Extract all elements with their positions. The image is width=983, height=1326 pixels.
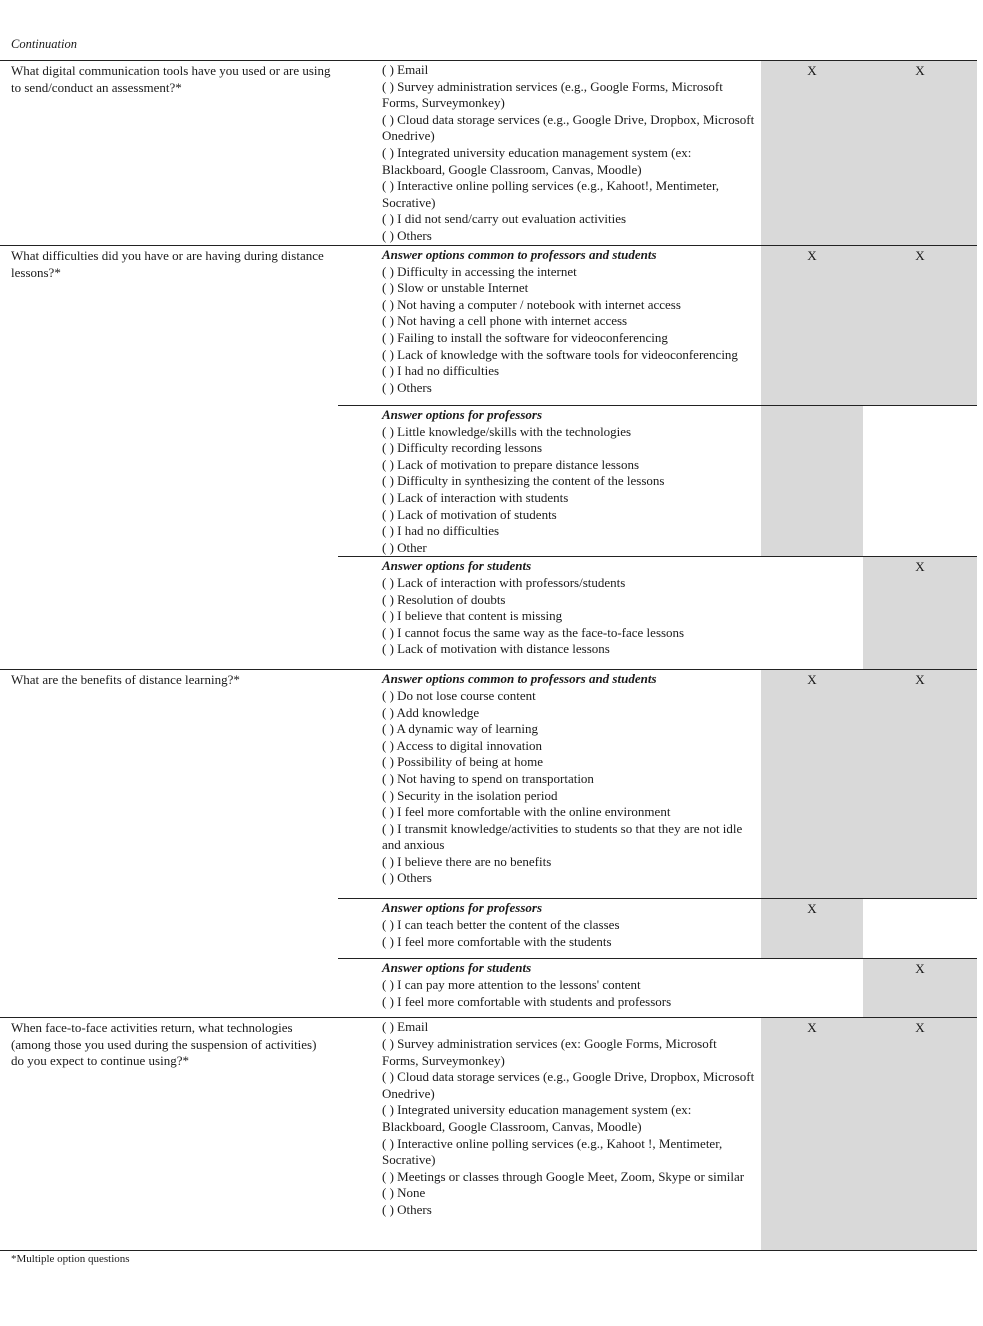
answer-block	[338, 246, 977, 405]
answer-option: ( ) I believe there are no benefits	[382, 853, 552, 869]
student-column-mark: X	[863, 959, 977, 1017]
answer-option: ( ) Not having to spend on transportation	[382, 770, 594, 786]
student-column-mark: X	[863, 246, 977, 405]
answer-option: ( ) Resolution of doubts	[382, 591, 506, 607]
professor-column-mark: X	[761, 670, 863, 898]
table-row	[0, 245, 977, 669]
answer-option: ( ) Meetings or classes through Google Meet, Zoom, Skype or similar	[382, 1168, 745, 1184]
professor-column-mark: X	[761, 1018, 863, 1250]
options-list	[355, 959, 761, 1017]
answer-option: ( ) Other	[382, 539, 427, 555]
answer-option: ( ) Email	[382, 62, 429, 77]
answer-option: ( ) I feel more comfortable with the students	[382, 933, 612, 949]
answer-options-group	[338, 670, 977, 1017]
options-heading: Answer options for professors	[382, 900, 543, 916]
answer-option: ( ) I transmit knowledge/activities to students so that they are not idle and anxious	[382, 820, 743, 853]
answer-option: ( ) I can teach better the content of the classes	[382, 916, 620, 932]
answer-option: ( ) Slow or unstable Internet	[382, 280, 529, 296]
answer-option: ( ) A dynamic way of learning	[382, 721, 538, 737]
answer-option: ( ) Add knowledge	[382, 704, 480, 720]
answer-option: ( ) Difficulty in accessing the internet	[382, 263, 577, 279]
options-list	[355, 406, 761, 556]
continuation-label: Continuation	[11, 37, 77, 51]
answer-option: ( ) Others	[382, 227, 432, 243]
answer-block	[338, 1018, 977, 1250]
answer-option: ( ) Lack of motivation of students	[382, 506, 557, 522]
student-column-mark: X	[863, 670, 977, 898]
professor-column-mark: X	[761, 61, 863, 245]
answer-option: ( ) Integrated university education management system (ex: Blackboard, Google Classroom, Canvas, Moodle)	[382, 144, 692, 177]
options-heading: Answer options for students	[382, 558, 532, 574]
table-row	[0, 1017, 977, 1251]
professor-column-mark	[761, 406, 863, 556]
answer-options-group	[338, 246, 977, 669]
options-list	[355, 246, 761, 405]
options-list	[355, 1018, 761, 1250]
answer-option: ( ) Do not lose course content	[382, 687, 536, 703]
answer-option: ( ) Possibility of being at home	[382, 754, 544, 770]
answer-option: ( ) I had no difficulties	[382, 523, 500, 539]
answer-option: ( ) Others	[382, 870, 432, 886]
options-list	[355, 557, 761, 669]
options-heading: Answer options common to professors and students	[382, 671, 657, 687]
professor-column-mark	[761, 959, 863, 1017]
answer-option: ( ) I did not send/carry out evaluation activities	[382, 211, 627, 227]
answer-option: ( ) I cannot focus the same way as the face-to-face lessons	[382, 624, 685, 640]
answer-option: ( ) Others	[382, 1201, 432, 1217]
answer-option: ( ) Lack of knowledge with the software tools for videoconferencing	[382, 346, 738, 362]
answer-option: ( ) Lack of motivation with distance lessons	[382, 641, 610, 657]
answer-block	[338, 61, 977, 245]
options-list	[355, 670, 761, 898]
answer-option: ( ) Not having a cell phone with internet access	[382, 313, 628, 329]
student-column-mark: X	[863, 1018, 977, 1250]
answer-options-group	[338, 61, 977, 245]
answer-block	[338, 556, 977, 669]
professor-column-mark	[761, 557, 863, 669]
answer-option: ( ) Lack of interaction with students	[382, 489, 569, 505]
options-list	[355, 61, 761, 245]
answer-option: ( ) Integrated university education management system (ex: Blackboard, Google Classroom, Canvas, Moodle)	[382, 1102, 692, 1134]
question-text: When face-to-face activities return, what technologies (among those you used during the suspension of activities) do you expect to continue using?*	[11, 1020, 317, 1069]
professor-column-mark: X	[761, 899, 863, 958]
student-column-mark: X	[863, 61, 977, 245]
answer-option: ( ) Difficulty recording lessons	[382, 440, 543, 456]
table-row	[0, 60, 977, 245]
answer-option: ( ) Interactive online polling services (e.g., Kahoot !, Mentimeter, Socrative)	[382, 1135, 723, 1168]
answer-option: ( ) Survey administration services (e.g., Google Forms, Microsoft Forms, Surveymonkey)	[382, 78, 723, 111]
professor-column-mark: X	[761, 246, 863, 405]
answer-block	[338, 958, 977, 1017]
question-text: What are the benefits of distance learning?*	[11, 672, 240, 688]
answer-option: ( ) Others	[382, 379, 432, 395]
answer-option: ( ) None	[382, 1185, 426, 1201]
answer-option: ( ) Security in the isolation period	[382, 787, 558, 803]
answer-option: ( ) Failing to install the software for videoconferencing	[382, 329, 668, 345]
answer-option: ( ) Little knowledge/skills with the technologies	[382, 423, 632, 439]
answer-option: ( ) I can pay more attention to the lessons' content	[382, 976, 641, 992]
answer-option: ( ) I feel more comfortable with the online environment	[382, 804, 671, 820]
options-heading: Answer options for students	[382, 960, 532, 976]
student-column-mark: X	[863, 557, 977, 669]
answer-options-group	[338, 1018, 977, 1250]
table-row	[0, 669, 977, 1017]
answer-option: ( ) Cloud data storage services (e.g., Google Drive, Dropbox, Microsoft Onedrive)	[382, 111, 755, 144]
student-column-mark	[863, 406, 977, 556]
question-text: What difficulties did you have or are having during distance lessons?*	[11, 248, 324, 280]
answer-option: ( ) Access to digital innovation	[382, 737, 542, 753]
answer-block	[338, 405, 977, 556]
survey-table	[0, 60, 977, 1251]
answer-option: ( ) I believe that content is missing	[382, 608, 563, 624]
footnote: *Multiple option questions	[11, 1253, 130, 1265]
answer-option: ( ) Email	[382, 1019, 429, 1035]
answer-option: ( ) Cloud data storage services (e.g., Google Drive, Dropbox, Microsoft Onedrive)	[382, 1069, 755, 1101]
answer-option: ( ) Difficulty in synthesizing the content of the lessons	[382, 473, 665, 489]
answer-option: ( ) Not having a computer / notebook with internet access	[382, 296, 681, 312]
answer-block	[338, 898, 977, 958]
question-text: What digital communication tools have you used or are using to send/conduct an assessment?*	[11, 63, 331, 95]
options-heading: Answer options for professors	[382, 407, 543, 422]
answer-option: ( ) Lack of motivation to prepare distance lessons	[382, 456, 640, 472]
options-list	[355, 899, 761, 958]
answer-option: ( ) Lack of interaction with professors/students	[382, 574, 626, 590]
answer-block	[338, 670, 977, 898]
options-heading: Answer options common to professors and students	[382, 247, 657, 262]
answer-option: ( ) Interactive online polling services (e.g., Kahoot!, Mentimeter, Socrative)	[382, 178, 720, 210]
answer-option: ( ) I feel more comfortable with students and professors	[382, 993, 672, 1009]
answer-option: ( ) I had no difficulties	[382, 363, 500, 379]
student-column-mark	[863, 899, 977, 958]
answer-option: ( ) Survey administration services (ex: Google Forms, Microsoft Forms, Surveymonkey)	[382, 1035, 717, 1068]
